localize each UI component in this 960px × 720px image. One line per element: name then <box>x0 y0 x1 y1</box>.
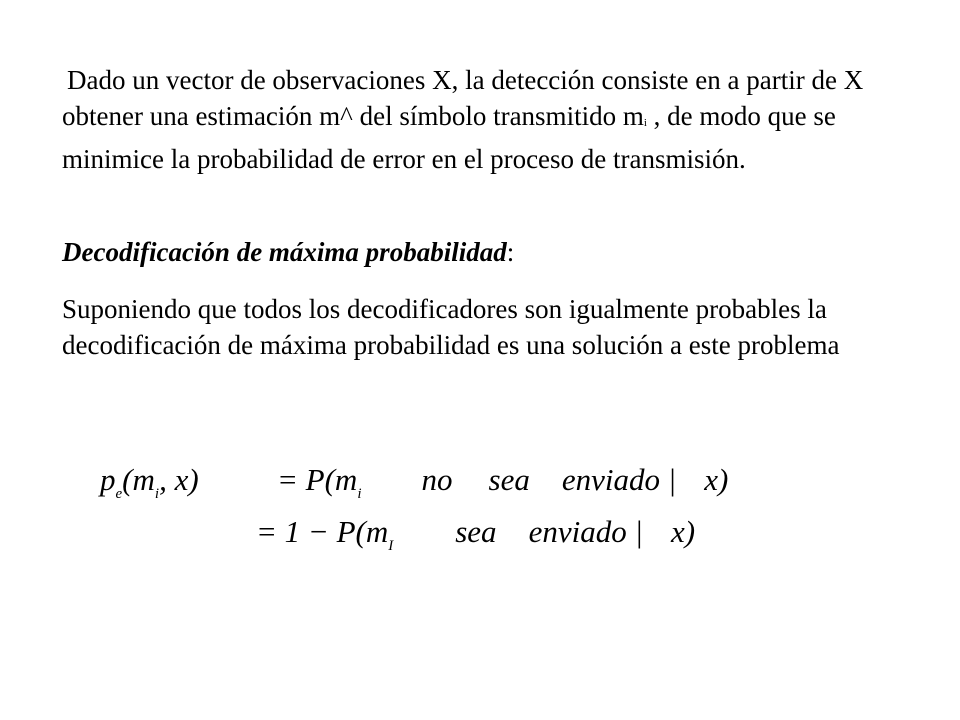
section-heading <box>62 234 902 270</box>
eq2-word-enviado: enviado | <box>528 514 643 549</box>
eq2-end: x) <box>670 514 696 549</box>
eq-lhs-args-open: (m <box>122 462 155 497</box>
eq1-word-no: no <box>421 462 453 497</box>
eq2-word-sea: sea <box>455 514 497 549</box>
intro-subscript: i <box>643 117 647 129</box>
eq1-sub: i <box>357 486 362 502</box>
eq-lhs-sub: e <box>115 486 123 502</box>
eq2-prefix: = 1 − P(m <box>256 514 389 549</box>
eq-lhs-args-sub: i <box>154 486 160 502</box>
equation-lhs <box>100 462 199 503</box>
intro-text: Dado un vector de observaciones X, la detección consiste en a partir de X obtener una estimación m^ del símbolo transmitido m <box>62 65 864 131</box>
intro-paragraph <box>62 62 902 177</box>
eq1-word-sea: sea <box>488 462 530 497</box>
eq1-end: x) <box>704 462 729 497</box>
intro-text-end: , de modo que se minimice la probabilidad de error en el proceso de transmisión. <box>62 101 836 174</box>
eq-lhs-args-close: , x) <box>159 462 199 497</box>
eq1-word-enviado: enviado | <box>561 462 677 497</box>
eq-lhs-func: p <box>100 462 116 497</box>
eq2-sub: I <box>388 538 394 554</box>
equation-line-2 <box>256 514 695 555</box>
section-heading-text: Decodificación de máxima probabilidad <box>62 237 507 267</box>
eq1-prefix: = P(m <box>277 462 358 497</box>
explanation-paragraph: Suponiendo que todos los decodificadores son igualmente probables la decodificación de máxima probabilidad es una solución a este problema <box>62 294 840 360</box>
section-heading-colon: : <box>506 237 515 267</box>
equation-line-1 <box>277 462 728 503</box>
